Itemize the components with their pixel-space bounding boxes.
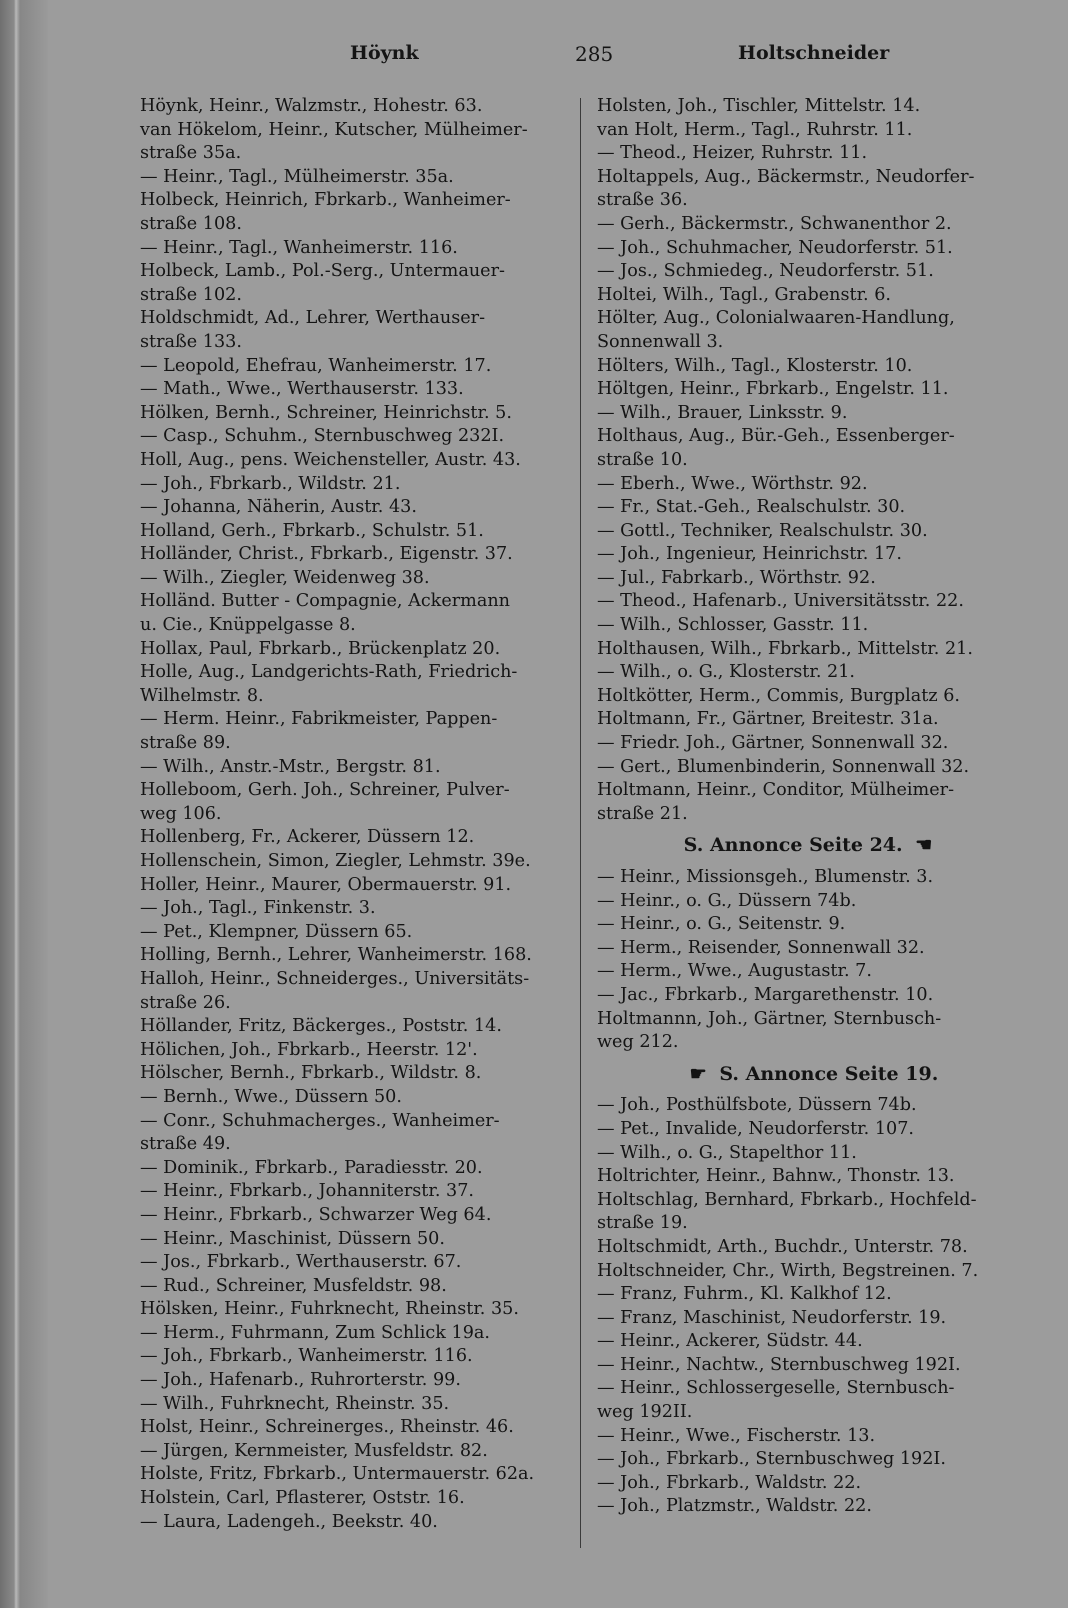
directory-entry — [140, 260, 565, 307]
entry-line: Hölken, Bernh., Schreiner, Heinrichstr. 5. — [140, 402, 512, 423]
page-binding-gutter — [0, 0, 48, 1608]
directory-entry — [140, 355, 565, 379]
directory-entry — [140, 402, 565, 426]
directory-entry — [597, 1307, 1025, 1331]
directory-entry — [597, 1236, 1025, 1260]
directory-entry — [140, 661, 565, 708]
entry-line: — Wilh., o. G., Klosterstr. 21. — [597, 662, 856, 683]
directory-entry — [140, 189, 565, 236]
entry-line: — Heinr., Schlossergeselle, Sternbusch- — [597, 1378, 955, 1399]
entry-line: Hollenberg, Fr., Ackerer, Düssern 12. — [140, 827, 475, 848]
entry-line: Holler, Heinr., Maurer, Obermauerstr. 91. — [140, 874, 512, 895]
entry-line: — Franz, Maschinist, Neudorferstr. 19. — [597, 1307, 947, 1328]
entry-line: van Holt, Herm., Tagl., Ruhrstr. 11. — [597, 119, 913, 140]
directory-entry — [597, 708, 1025, 732]
directory-entry — [597, 1189, 1025, 1236]
entry-line: — Math., Wwe., Werthauserstr. 133. — [140, 379, 464, 400]
directory-entry — [597, 260, 1025, 284]
directory-entry — [597, 95, 1025, 119]
entry-line: — Joh., Fbrkarb., Sternbuschweg 192I. — [597, 1449, 946, 1470]
entry-line: — Dominik., Fbrkarb., Paradiesstr. 20. — [140, 1157, 483, 1178]
directory-entry — [597, 1448, 1025, 1472]
directory-entry — [140, 968, 565, 1015]
right-column-part-b — [597, 866, 1025, 1055]
directory-entry — [140, 1251, 565, 1275]
directory-entry — [597, 866, 1025, 890]
entry-line: — Gerh., Bäckermstr., Schwanenthor 2. — [597, 213, 952, 234]
directory-entry — [140, 638, 565, 662]
entry-line: Hölscher, Bernh., Fbrkarb., Wildstr. 8. — [140, 1063, 482, 1084]
entry-line: Holland, Gerh., Fbrkarb., Schulstr. 51. — [140, 520, 484, 541]
directory-entry — [597, 1118, 1025, 1142]
entry-line: Höllander, Fritz, Bäckerges., Poststr. 14. — [140, 1016, 502, 1037]
entry-line: — Herm., Fuhrmann, Zum Schlick 19a. — [140, 1322, 491, 1343]
entry-line: Holtmannn, Joh., Gärtner, Sternbusch- — [597, 1008, 942, 1029]
directory-entry — [140, 1157, 565, 1181]
directory-entry — [140, 897, 565, 921]
entry-line: — Gert., Blumenbinderin, Sonnenwall 32. — [597, 756, 970, 777]
entry-line: — Joh., Fbrkarb., Wanheimerstr. 116. — [140, 1346, 473, 1367]
directory-entry — [597, 237, 1025, 261]
directory-entry — [597, 402, 1025, 426]
entry-line: Holtschlag, Bernhard, Fbrkarb., Hochfeld- — [597, 1189, 977, 1210]
entry-line: — Jürgen, Kernmeister, Musfeldstr. 82. — [140, 1440, 488, 1461]
entry-line: — Pet., Invalide, Neudorferstr. 107. — [597, 1118, 914, 1139]
annonce-seite-24 — [597, 834, 1025, 858]
entry-line: — Heinr., Ackerer, Südstr. 44. — [597, 1331, 863, 1352]
entry-line: — Rud., Schreiner, Musfeldstr. 98. — [140, 1275, 447, 1296]
directory-entry — [597, 1425, 1025, 1449]
entry-line: — Pet., Klempner, Düssern 65. — [140, 921, 413, 942]
directory-entry — [140, 520, 565, 544]
entry-line: — Heinr., Missionsgeh., Blumenstr. 3. — [597, 867, 934, 887]
directory-entry — [597, 1354, 1025, 1378]
left-column — [140, 95, 565, 1534]
directory-entry — [140, 1511, 565, 1535]
entry-continuation: straße 10. — [597, 449, 688, 470]
directory-entry — [140, 473, 565, 497]
directory-entry — [597, 685, 1025, 709]
entry-line: — Herm. Heinr., Fabrikmeister, Pappen- — [140, 709, 498, 730]
entry-line: — Wilh., Schlosser, Gasstr. 11. — [597, 615, 869, 636]
directory-entry — [597, 756, 1025, 780]
entry-line: — Joh., Fbrkarb., Wildstr. 21. — [140, 473, 401, 494]
directory-entry — [140, 1062, 565, 1086]
directory-entry — [140, 1110, 565, 1157]
directory-entry — [140, 850, 565, 874]
entry-line: Hölichen, Joh., Fbrkarb., Heerstr. 12'. — [140, 1039, 478, 1060]
directory-entry — [140, 1180, 565, 1204]
entry-line: Hölters, Wilh., Tagl., Klosterstr. 10. — [597, 355, 913, 376]
entry-line: — Bernh., Wwe., Düssern 50. — [140, 1086, 402, 1107]
entry-line: Holdschmidt, Ad., Lehrer, Werthauser- — [140, 308, 486, 329]
directory-entry — [597, 496, 1025, 520]
directory-entry — [597, 213, 1025, 237]
entry-line: Holsten, Joh., Tischler, Mittelstr. 14. — [597, 96, 921, 116]
directory-entry — [140, 1463, 565, 1487]
entry-line: — Jac., Fbrkarb., Margarethenstr. 10. — [597, 984, 934, 1005]
directory-entry — [597, 1008, 1025, 1055]
entry-line: Holstein, Carl, Pflasterer, Oststr. 16. — [140, 1488, 465, 1509]
entry-line: — Heinr., Maschinist, Düssern 50. — [140, 1228, 445, 1249]
header-left-word: Höynk — [350, 42, 419, 64]
entry-line: van Hökelom, Heinr., Kutscher, Mülheimer- — [140, 119, 528, 140]
entry-line: — Friedr. Joh., Gärtner, Sonnenwall 32. — [597, 733, 949, 754]
entry-line: Holl, Aug., pens. Weichensteller, Austr. 43. — [140, 449, 521, 470]
entry-line: Hollax, Paul, Fbrkarb., Brückenplatz 20. — [140, 638, 501, 659]
entry-continuation: straße 21. — [597, 803, 688, 824]
entry-continuation: weg 192II. — [597, 1402, 693, 1423]
entry-line: — Joh., Hafenarb., Ruhrorterstr. 99. — [140, 1370, 461, 1391]
directory-entry — [140, 1298, 565, 1322]
directory-entry — [140, 1487, 565, 1511]
directory-entry — [140, 307, 565, 354]
entry-line: — Joh., Schuhmacher, Neudorferstr. 51. — [597, 237, 953, 258]
entry-continuation: weg 212. — [597, 1032, 679, 1053]
entry-line: — Theod., Hafenarb., Universitätsstr. 22. — [597, 591, 964, 612]
directory-entry — [140, 543, 565, 567]
entry-line: Holbeck, Heinrich, Fbrkarb., Wanheimer- — [140, 190, 511, 211]
directory-entry — [597, 1377, 1025, 1424]
directory-entry — [597, 1165, 1025, 1189]
directory-entry — [140, 567, 565, 591]
directory-entry — [597, 779, 1025, 826]
entry-line: — Heinr., Tagl., Wanheimerstr. 116. — [140, 237, 458, 258]
directory-entry — [140, 1204, 565, 1228]
entry-line: Hollenschein, Simon, Ziegler, Lehmstr. 39e. — [140, 851, 531, 871]
directory-entry — [597, 1495, 1025, 1519]
directory-entry — [597, 1283, 1025, 1307]
directory-entry — [140, 708, 565, 755]
directory-entry — [140, 874, 565, 898]
entry-continuation: u. Cie., Knüppelgasse 8. — [140, 615, 356, 636]
entry-line: — Heinr., Nachtw., Sternbuschweg 192I. — [597, 1354, 961, 1375]
entry-line: Holst, Heinr., Schreinerges., Rheinstr. 46. — [140, 1417, 514, 1438]
directory-entry — [140, 1369, 565, 1393]
page-header — [140, 42, 890, 78]
directory-entry — [597, 355, 1025, 379]
directory-entry — [140, 1322, 565, 1346]
directory-entry — [140, 756, 565, 780]
directory-entry — [140, 1345, 565, 1369]
directory-entry — [597, 425, 1025, 472]
entry-line: — Heinr., Wwe., Fischerstr. 13. — [597, 1425, 876, 1446]
entry-line: — Joh., Tagl., Finkenstr. 3. — [140, 898, 376, 919]
entry-line: — Heinr., o. G., Seitenstr. 9. — [597, 914, 846, 935]
annonce-1-text: S. Annonce Seite 24. — [683, 834, 903, 857]
directory-entry — [597, 1260, 1025, 1284]
entry-continuation: straße 133. — [140, 331, 242, 352]
entry-line: Holleboom, Gerh. Joh., Schreiner, Pulver- — [140, 780, 510, 801]
directory-entry — [597, 378, 1025, 402]
annonce-seite-19 — [597, 1063, 1025, 1087]
entry-continuation: straße 35a. — [140, 143, 242, 164]
directory-entry — [140, 1416, 565, 1440]
entry-line: Holtrichter, Heinr., Bahnw., Thonstr. 13. — [597, 1166, 955, 1187]
directory-entry — [597, 1330, 1025, 1354]
directory-entry — [597, 307, 1025, 354]
entry-line: Höynk, Heinr., Walzmstr., Hohestr. 63. — [140, 96, 483, 116]
entry-line: — Leopold, Ehefrau, Wanheimerstr. 17. — [140, 355, 492, 376]
directory-entry — [597, 543, 1025, 567]
directory-entry — [140, 921, 565, 945]
directory-entry — [597, 567, 1025, 591]
directory-entry — [597, 732, 1025, 756]
entry-line: — Franz, Fuhrm., Kl. Kalkhof 12. — [597, 1284, 892, 1305]
directory-entry — [597, 913, 1025, 937]
directory-entry — [140, 1086, 565, 1110]
directory-entry — [140, 779, 565, 826]
entry-line: — Gottl., Techniker, Realschulstr. 30. — [597, 520, 928, 541]
entry-line: Holthaus, Aug., Bür.-Geh., Essenberger- — [597, 426, 955, 447]
entry-line: — Heinr., Fbrkarb., Johanniterstr. 37. — [140, 1181, 475, 1202]
directory-entry — [597, 473, 1025, 497]
directory-entry — [140, 237, 565, 261]
entry-line: — Jul., Fabrkarb., Wörthstr. 92. — [597, 567, 876, 588]
entry-line: Holtmann, Heinr., Conditor, Mülheimer- — [597, 780, 955, 801]
entry-continuation: Sonnenwall 3. — [597, 331, 724, 352]
entry-continuation: straße 102. — [140, 284, 242, 305]
directory-entry — [597, 166, 1025, 213]
directory-entry — [140, 1039, 565, 1063]
directory-entry — [597, 661, 1025, 685]
pointing-hand-icon: ☚ — [915, 834, 933, 857]
entry-continuation: straße 108. — [140, 213, 242, 234]
annonce-2-text: S. Annonce Seite 19. — [719, 1062, 939, 1085]
directory-entry — [140, 1275, 565, 1299]
directory-entry — [140, 95, 565, 119]
entry-line: Holle, Aug., Landgerichts-Rath, Friedrich- — [140, 662, 518, 683]
entry-line: — Wilh., Ziegler, Weidenweg 38. — [140, 567, 430, 588]
entry-continuation: Wilhelmstr. 8. — [140, 685, 264, 706]
directory-entry — [140, 166, 565, 190]
directory-entry — [597, 590, 1025, 614]
entry-line: Holtappels, Aug., Bäckermstr., Neudorfer- — [597, 166, 975, 187]
right-column-part-a — [597, 95, 1025, 826]
directory-entry — [140, 449, 565, 473]
directory-entry — [140, 826, 565, 850]
directory-entry — [597, 638, 1025, 662]
entry-line: — Conr., Schuhmacherges., Wanheimer- — [140, 1110, 500, 1131]
directory-entry — [597, 119, 1025, 143]
entry-line: — Joh., Posthülfsbote, Düssern 74b. — [597, 1095, 917, 1116]
entry-line: — Jos., Fbrkarb., Werthauserstr. 67. — [140, 1252, 462, 1273]
directory-entry — [597, 937, 1025, 961]
page-number: 285 — [575, 42, 614, 66]
entry-line: — Heinr., o. G., Düssern 74b. — [597, 890, 857, 911]
entry-continuation: straße 89. — [140, 733, 231, 754]
entry-line: — Fr., Stat.-Geh., Realschulstr. 30. — [597, 497, 906, 518]
pointing-hand-icon: ☛ — [689, 1062, 707, 1085]
directory-entry — [140, 1015, 565, 1039]
entry-line: — Joh., Ingenieur, Heinrichstr. 17. — [597, 544, 902, 565]
entry-line: Holtkötter, Herm., Commis, Burgplatz 6. — [597, 685, 961, 706]
directory-entry — [597, 520, 1025, 544]
entry-line: — Joh., Fbrkarb., Waldstr. 22. — [597, 1472, 862, 1493]
directory-entry — [597, 614, 1025, 638]
entry-line: Holländ. Butter - Compagnie, Ackermann — [140, 591, 510, 612]
directory-entry — [140, 378, 565, 402]
entry-line: — Casp., Schuhm., Sternbuschweg 232I. — [140, 426, 505, 447]
entry-line: Hölsken, Heinr., Fuhrknecht, Rheinstr. 35. — [140, 1299, 519, 1320]
entry-line: — Wilh., Anstr.-Mstr., Bergstr. 81. — [140, 756, 441, 777]
entry-line: Holbeck, Lamb., Pol.-Serg., Untermauer- — [140, 261, 505, 282]
directory-entry — [597, 1472, 1025, 1496]
entry-line: — Joh., Platzmstr., Waldstr. 22. — [597, 1496, 872, 1517]
entry-line: Holtei, Wilh., Tagl., Grabenstr. 6. — [597, 284, 892, 305]
directory-entry — [597, 890, 1025, 914]
entry-continuation: straße 36. — [597, 190, 688, 211]
column-divider — [580, 98, 581, 1548]
entry-continuation: straße 49. — [140, 1134, 231, 1155]
entry-line: — Theod., Heizer, Ruhrstr. 11. — [597, 143, 868, 164]
directory-entry — [597, 142, 1025, 166]
directory-entry — [597, 284, 1025, 308]
right-column-part-c — [597, 1094, 1025, 1519]
entry-line: — Wilh., Fuhrknecht, Rheinstr. 35. — [140, 1393, 450, 1414]
entry-line: Holtschmidt, Arth., Buchdr., Unterstr. 78. — [597, 1236, 968, 1257]
directory-entry — [597, 984, 1025, 1008]
entry-line: — Herm., Reisender, Sonnenwall 32. — [597, 937, 925, 958]
entry-line: — Johanna, Näherin, Austr. 43. — [140, 497, 417, 518]
entry-line: — Wilh., Brauer, Linksstr. 9. — [597, 402, 848, 423]
entry-line: Holthausen, Wilh., Fbrkarb., Mittelstr. 21. — [597, 638, 973, 659]
directory-entry — [140, 496, 565, 520]
directory-entry — [140, 425, 565, 449]
directory-entry — [140, 590, 565, 637]
directory-entry — [140, 1440, 565, 1464]
directory-entry — [140, 1393, 565, 1417]
entry-line: — Eberh., Wwe., Wörthstr. 92. — [597, 473, 868, 494]
entry-line: — Heinr., Tagl., Mülheimerstr. 35a. — [140, 166, 454, 187]
entry-line: Halloh, Heinr., Schneiderges., Universitäts- — [140, 968, 530, 989]
directory-entry — [597, 1142, 1025, 1166]
entry-line: Holtmann, Fr., Gärtner, Breitestr. 31a. — [597, 709, 939, 730]
entry-line: Höltgen, Heinr., Fbrkarb., Engelstr. 11. — [597, 379, 949, 400]
directory-entry — [597, 960, 1025, 984]
directory-entry — [140, 119, 565, 166]
directory-entry — [597, 1094, 1025, 1118]
right-column — [597, 95, 1025, 1519]
entry-line: Holling, Bernh., Lehrer, Wanheimerstr. 168. — [140, 945, 532, 966]
entry-line: Hölter, Aug., Colonialwaaren-Handlung, — [597, 308, 955, 329]
entry-line: Holländer, Christ., Fbrkarb., Eigenstr. 37. — [140, 544, 513, 565]
entry-continuation: straße 26. — [140, 992, 231, 1013]
entry-line: — Jos., Schmiedeg., Neudorferstr. 51. — [597, 261, 934, 282]
entry-continuation: weg 106. — [140, 803, 222, 824]
entry-line: Holtschneider, Chr., Wirth, Begstreinen. 7. — [597, 1260, 979, 1281]
entry-line: — Heinr., Fbrkarb., Schwarzer Weg 64. — [140, 1204, 492, 1225]
header-right-word: Holtschneider — [738, 42, 890, 64]
entry-continuation: straße 19. — [597, 1213, 688, 1234]
entry-line: — Laura, Ladengeh., Beekstr. 40. — [140, 1511, 438, 1532]
entry-line: Holste, Fritz, Fbrkarb., Untermauerstr. 62a. — [140, 1464, 535, 1485]
entry-line: — Herm., Wwe., Augustastr. 7. — [597, 961, 872, 982]
directory-entry — [140, 1228, 565, 1252]
entry-line: — Wilh., o. G., Stapelthor 11. — [597, 1142, 857, 1163]
directory-entry — [140, 944, 565, 968]
